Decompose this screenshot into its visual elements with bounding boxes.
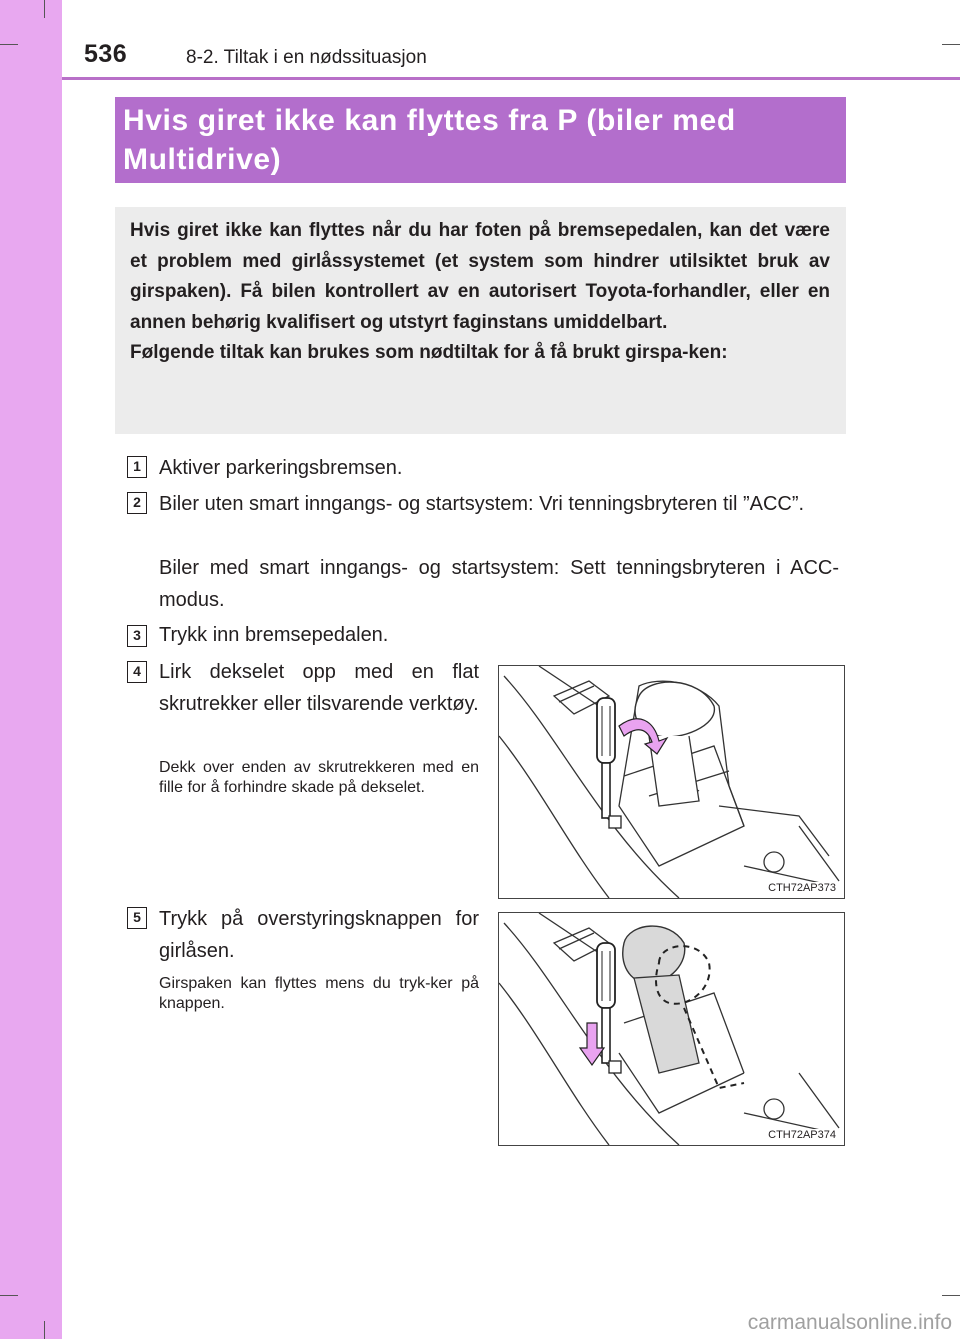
step-3-text: Trykk inn bremsepedalen. — [159, 624, 389, 646]
figure-code: CTH72AP374 — [768, 1129, 836, 1141]
step-number-badge: 4 — [127, 661, 147, 683]
figure-pry-cover — [498, 665, 845, 899]
intro-box — [115, 207, 846, 434]
shift-lever-illustration — [499, 666, 845, 899]
intro-paragraph-2: Følgende tiltak kan brukes som nødtiltak for å få brukt girspa-ken: — [130, 342, 728, 363]
crop-mark — [942, 1295, 960, 1296]
step-4-note: Dekk over enden av skrutrekkeren med en fille for å forhindre skade på dekselet. — [159, 759, 479, 796]
crop-mark — [0, 44, 18, 45]
crop-mark — [0, 1295, 18, 1296]
step-5-text: Trykk på overstyringsknappen for girlåsen. — [159, 908, 479, 962]
shift-lever-illustration — [499, 913, 845, 1146]
section-header: 8-2. Tiltak i en nødssituasjon — [186, 47, 427, 68]
crop-mark — [942, 44, 960, 45]
title-line-2: Multidrive) — [123, 143, 282, 176]
step-4-text: Lirk dekselet opp med en flat skrutrekker eller tilsvarende verktøy. — [159, 661, 479, 715]
intro-paragraph-1: Hvis giret ikke kan flyttes når du har foten på bremsepedalen, kan det være et problem med girlåssystemet (et system som hindrer utilsiktet bruk av girspaken). Få bilen kontrollert av en autorisert Toyota-forhandler, eller en annen behørig kvalifisert og utstyrt faginstans umiddelbart. — [130, 220, 830, 333]
step-1-text: Aktiver parkeringsbremsen. — [159, 457, 403, 479]
side-tab-strip — [0, 0, 62, 1339]
step-number-badge: 3 — [127, 625, 147, 647]
step-number-badge: 1 — [127, 456, 147, 478]
title-line-1: Hvis giret ikke kan flyttes fra P (biler med — [123, 104, 736, 137]
figure-code: CTH72AP373 — [768, 882, 836, 894]
title-banner — [115, 97, 846, 183]
figure-override-button — [498, 912, 845, 1146]
watermark: carmanualsonline.info — [747, 1311, 952, 1334]
header-divider — [62, 77, 960, 80]
page-number: 536 — [84, 40, 128, 68]
crop-mark — [44, 0, 45, 18]
step-2-text-alt: Biler med smart inngangs- og startsystem: Sett tenningsbryteren i ACC-modus. — [159, 557, 839, 611]
step-number-badge: 5 — [127, 907, 147, 929]
step-5-note: Girspaken kan flyttes mens du tryk-ker på knappen. — [159, 975, 479, 1012]
crop-mark — [44, 1321, 45, 1339]
step-number-badge: 2 — [127, 492, 147, 514]
step-2-text: Biler uten smart inngangs- og startsystem: Vri tenningsbryteren til ”ACC”. — [159, 493, 805, 515]
down-arrow-icon — [580, 1023, 604, 1065]
